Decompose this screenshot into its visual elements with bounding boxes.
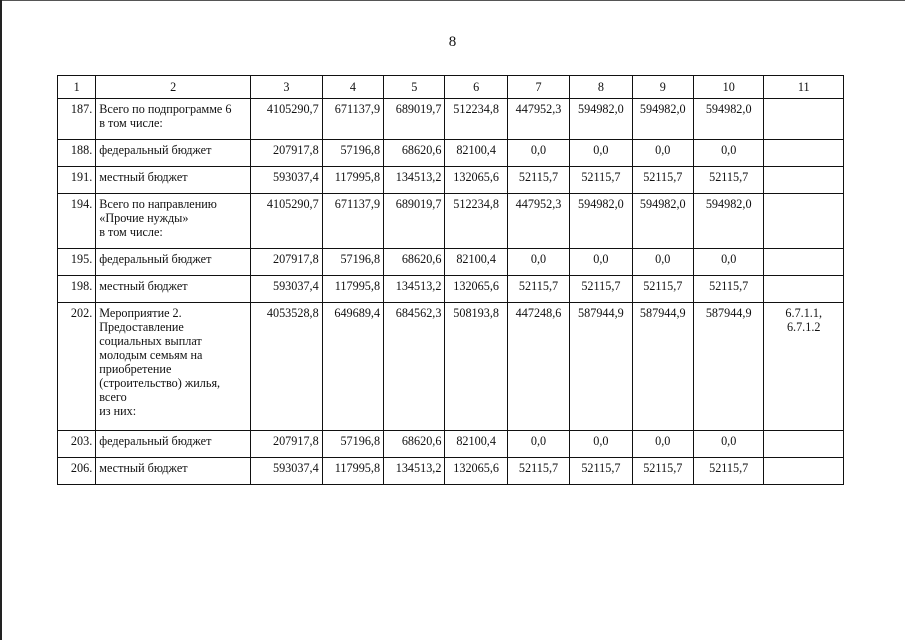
value-cell: 52115,7 [507, 276, 569, 303]
row-index: 195. [58, 249, 96, 276]
value-cell: 508193,8 [445, 303, 507, 431]
table-row [58, 167, 844, 194]
value-cell: 52115,7 [693, 167, 763, 194]
reference-cell: 6.7.1.1, 6.7.1.2 [764, 303, 844, 431]
value-cell: 207917,8 [251, 431, 322, 458]
value-cell: 52115,7 [693, 276, 763, 303]
value-cell: 671137,9 [322, 194, 383, 249]
row-label: федеральный бюджет [96, 249, 251, 276]
value-cell: 689019,7 [384, 194, 445, 249]
value-cell: 447952,3 [507, 194, 569, 249]
table-row [58, 431, 844, 458]
value-cell: 52115,7 [570, 276, 632, 303]
value-cell: 0,0 [693, 431, 763, 458]
value-cell: 132065,6 [445, 276, 507, 303]
column-header: 9 [632, 76, 693, 99]
row-index: 187. [58, 99, 96, 140]
value-cell: 0,0 [570, 431, 632, 458]
value-cell: 447248,6 [507, 303, 569, 431]
value-cell: 132065,6 [445, 167, 507, 194]
value-cell: 82100,4 [445, 140, 507, 167]
row-index: 191. [58, 167, 96, 194]
row-label: местный бюджет [96, 458, 251, 485]
row-index: 202. [58, 303, 96, 431]
value-cell: 134513,2 [384, 276, 445, 303]
header-row [58, 76, 844, 99]
scan-top-edge [0, 0, 905, 1]
value-cell: 593037,4 [251, 276, 322, 303]
row-label: Всего по подпрограмме 6 в том числе: [96, 99, 251, 140]
row-index: 188. [58, 140, 96, 167]
value-cell: 512234,8 [445, 99, 507, 140]
value-cell: 593037,4 [251, 458, 322, 485]
column-header: 4 [322, 76, 383, 99]
value-cell: 68620,6 [384, 431, 445, 458]
value-cell: 132065,6 [445, 458, 507, 485]
row-label: местный бюджет [96, 276, 251, 303]
reference-cell [764, 249, 844, 276]
reference-cell [764, 276, 844, 303]
value-cell: 0,0 [507, 249, 569, 276]
value-cell: 117995,8 [322, 167, 383, 194]
value-cell: 52115,7 [632, 458, 693, 485]
column-header: 7 [507, 76, 569, 99]
value-cell: 207917,8 [251, 140, 322, 167]
value-cell: 0,0 [507, 140, 569, 167]
value-cell: 594982,0 [632, 194, 693, 249]
value-cell: 134513,2 [384, 458, 445, 485]
column-header: 10 [693, 76, 763, 99]
row-index: 198. [58, 276, 96, 303]
row-label: Мероприятие 2. Предоставление социальных выплат молодым семьям на приобретение (строительство) жилья, всего из них: [96, 303, 251, 431]
row-label: федеральный бюджет [96, 431, 251, 458]
value-cell: 0,0 [570, 249, 632, 276]
table-row [58, 194, 844, 249]
value-cell: 4053528,8 [251, 303, 322, 431]
value-cell: 689019,7 [384, 99, 445, 140]
budget-table [57, 75, 844, 485]
value-cell: 52115,7 [632, 276, 693, 303]
table-row [58, 99, 844, 140]
row-index: 206. [58, 458, 96, 485]
reference-cell [764, 431, 844, 458]
value-cell: 68620,6 [384, 249, 445, 276]
value-cell: 82100,4 [445, 249, 507, 276]
row-index: 203. [58, 431, 96, 458]
row-index: 194. [58, 194, 96, 249]
value-cell: 0,0 [507, 431, 569, 458]
value-cell: 593037,4 [251, 167, 322, 194]
row-label: федеральный бюджет [96, 140, 251, 167]
reference-cell [764, 99, 844, 140]
column-header: 1 [58, 76, 96, 99]
column-header: 3 [251, 76, 322, 99]
value-cell: 587944,9 [693, 303, 763, 431]
reference-cell [764, 167, 844, 194]
reference-cell [764, 194, 844, 249]
value-cell: 4105290,7 [251, 99, 322, 140]
page-number: 8 [448, 34, 457, 50]
value-cell: 0,0 [693, 140, 763, 167]
scan-left-edge [0, 0, 2, 640]
value-cell: 0,0 [632, 140, 693, 167]
column-header: 6 [445, 76, 507, 99]
column-header: 11 [764, 76, 844, 99]
value-cell: 587944,9 [632, 303, 693, 431]
value-cell: 447952,3 [507, 99, 569, 140]
value-cell: 82100,4 [445, 431, 507, 458]
value-cell: 52115,7 [507, 167, 569, 194]
value-cell: 0,0 [632, 249, 693, 276]
value-cell: 0,0 [570, 140, 632, 167]
value-cell: 52115,7 [570, 458, 632, 485]
value-cell: 0,0 [632, 431, 693, 458]
value-cell: 594982,0 [693, 194, 763, 249]
column-header: 5 [384, 76, 445, 99]
value-cell: 684562,3 [384, 303, 445, 431]
reference-cell [764, 458, 844, 485]
value-cell: 52115,7 [507, 458, 569, 485]
table-row [58, 303, 844, 431]
column-header: 2 [96, 76, 251, 99]
value-cell: 52115,7 [693, 458, 763, 485]
column-header: 8 [570, 76, 632, 99]
row-label: Всего по направлению «Прочие нужды» в том числе: [96, 194, 251, 249]
value-cell: 671137,9 [322, 99, 383, 140]
value-cell: 587944,9 [570, 303, 632, 431]
row-label: местный бюджет [96, 167, 251, 194]
value-cell: 594982,0 [632, 99, 693, 140]
value-cell: 594982,0 [570, 99, 632, 140]
table-row [58, 140, 844, 167]
value-cell: 57196,8 [322, 140, 383, 167]
value-cell: 594982,0 [693, 99, 763, 140]
value-cell: 4105290,7 [251, 194, 322, 249]
reference-cell [764, 140, 844, 167]
value-cell: 594982,0 [570, 194, 632, 249]
value-cell: 57196,8 [322, 431, 383, 458]
value-cell: 52115,7 [632, 167, 693, 194]
value-cell: 649689,4 [322, 303, 383, 431]
value-cell: 52115,7 [570, 167, 632, 194]
table-row [58, 458, 844, 485]
value-cell: 68620,6 [384, 140, 445, 167]
value-cell: 512234,8 [445, 194, 507, 249]
table-row [58, 249, 844, 276]
value-cell: 207917,8 [251, 249, 322, 276]
value-cell: 57196,8 [322, 249, 383, 276]
value-cell: 134513,2 [384, 167, 445, 194]
value-cell: 117995,8 [322, 458, 383, 485]
table-row [58, 276, 844, 303]
value-cell: 0,0 [693, 249, 763, 276]
value-cell: 117995,8 [322, 276, 383, 303]
